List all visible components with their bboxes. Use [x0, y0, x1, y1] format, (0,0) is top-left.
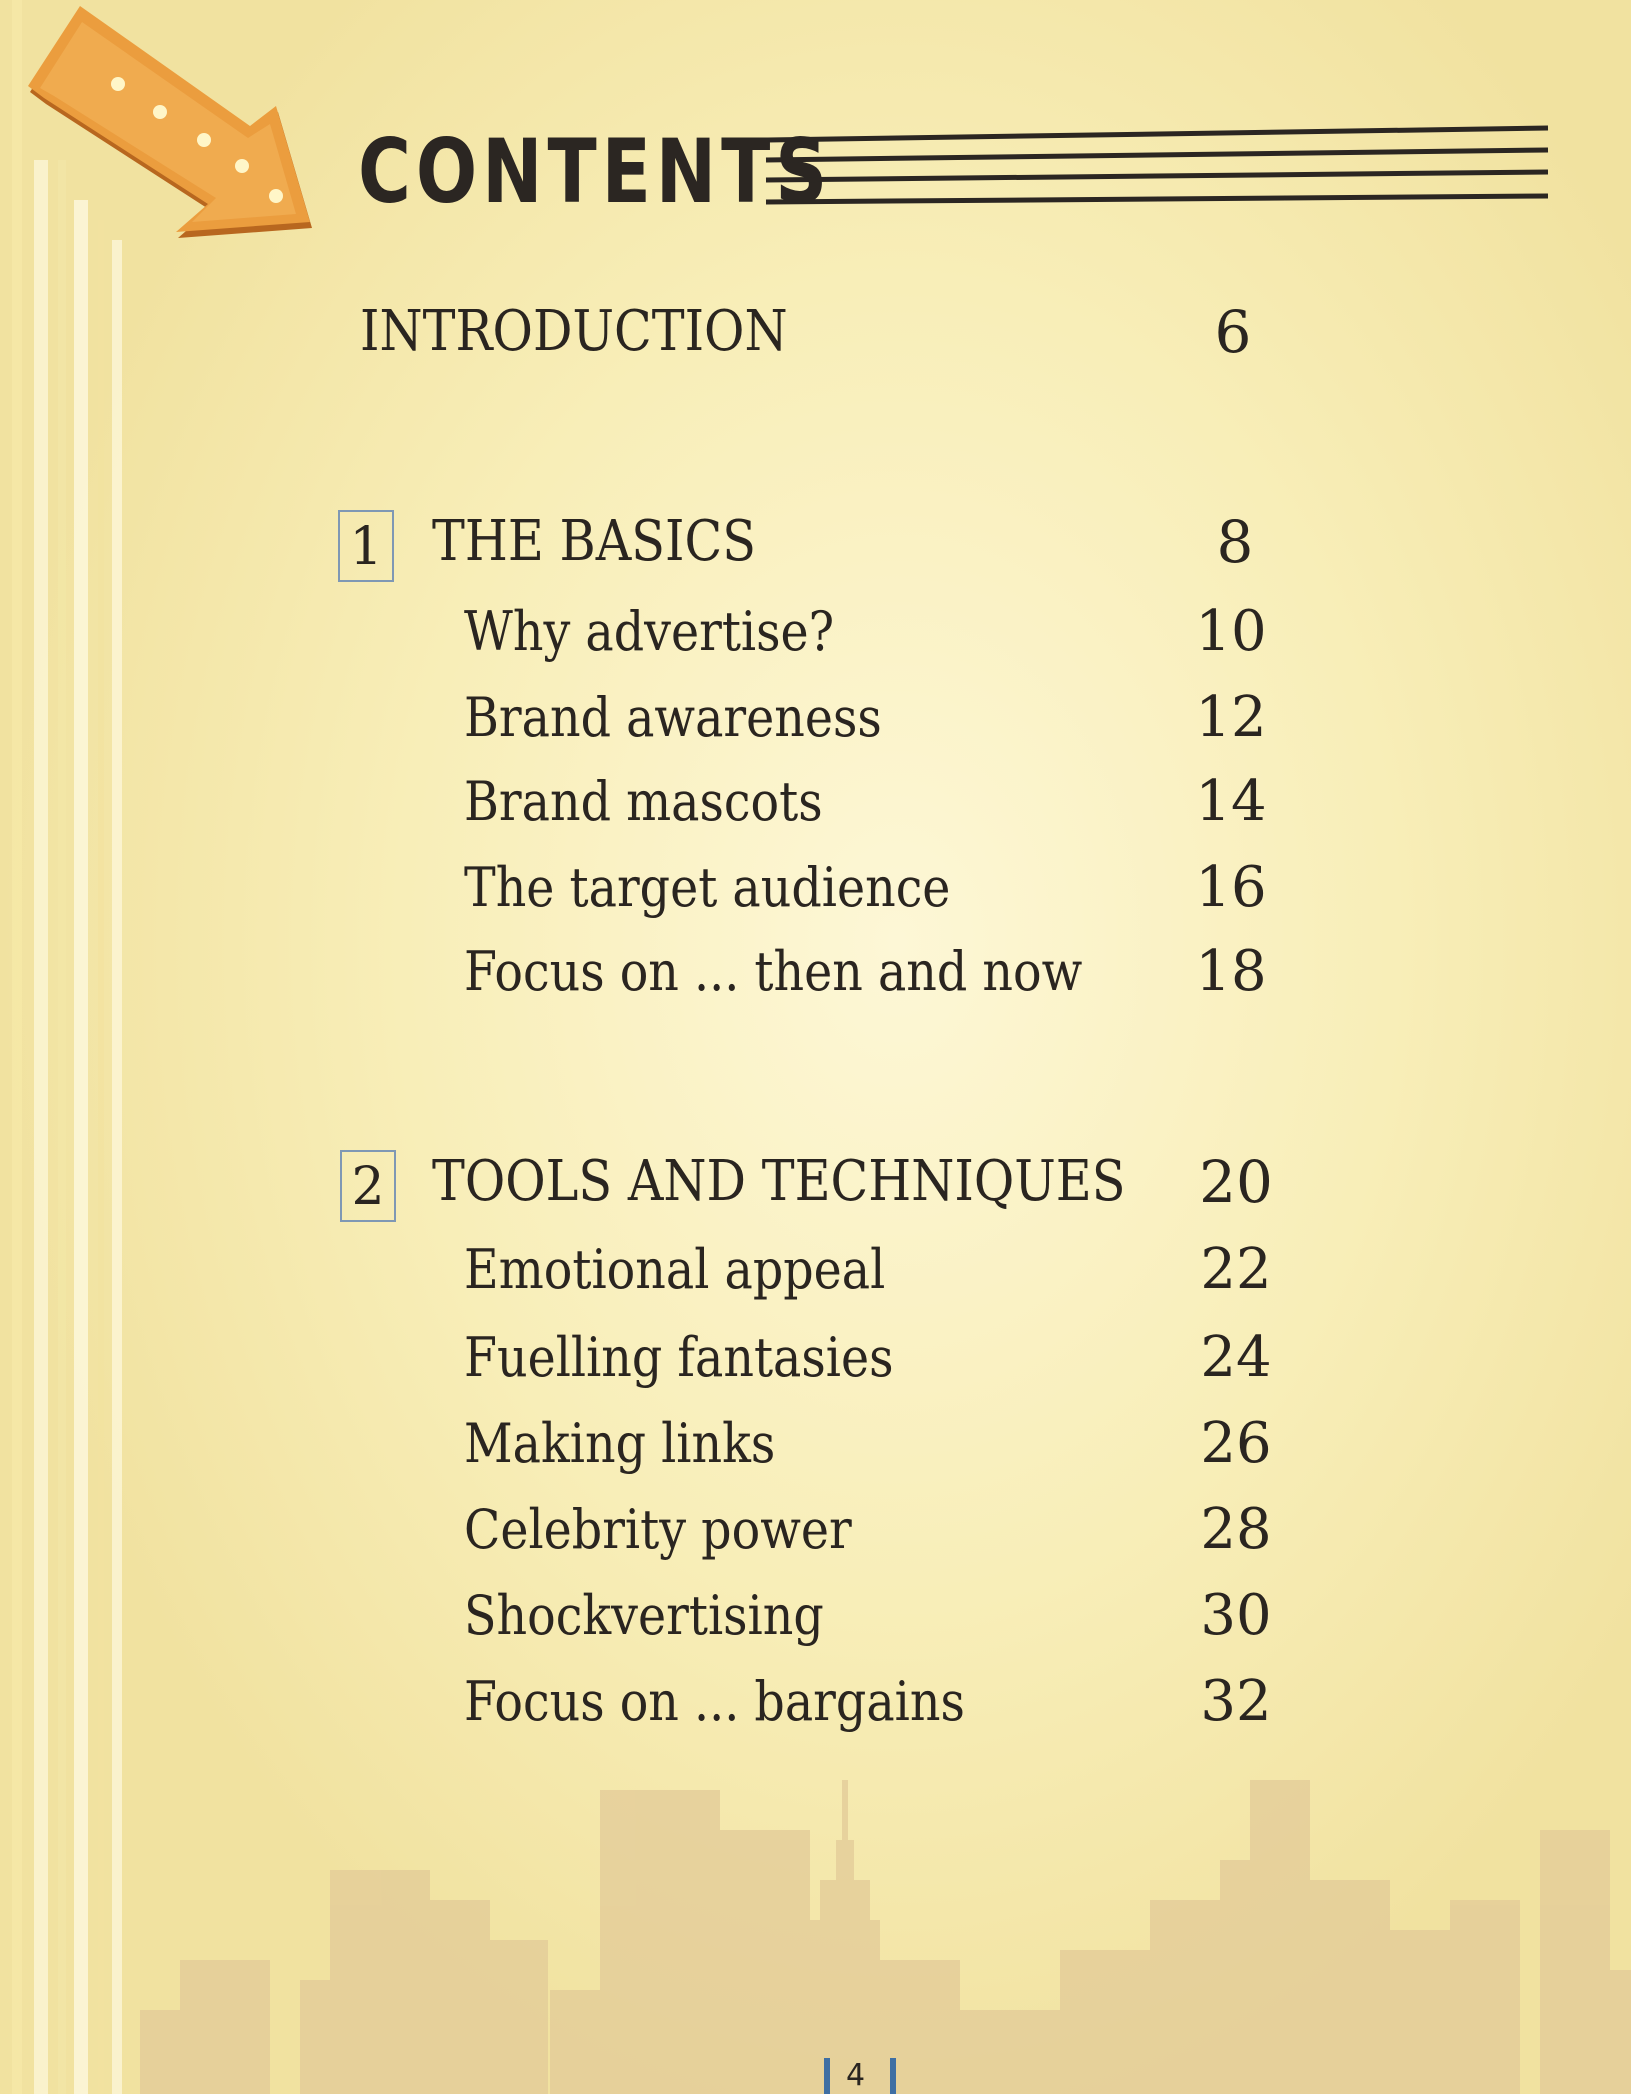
toc-item-page-number: 22 [1200, 1237, 1272, 1302]
toc-item-page-number: 14 [1195, 769, 1267, 834]
toc-item-page-number: 16 [1195, 855, 1267, 920]
toc-item-page-number: 24 [1200, 1325, 1272, 1390]
toc-item-label: Celebrity power [464, 1498, 852, 1561]
toc-item-page-number: 10 [1195, 599, 1267, 664]
toc-item-label: Making links [464, 1412, 776, 1475]
toc-item-label: Focus on ... then and now [464, 940, 1083, 1003]
page-title: CONTENTS [358, 120, 833, 223]
chapter-title: THE BASICS [432, 509, 756, 574]
chapter-page-number: 20 [1199, 1148, 1273, 1216]
folio-bar-right [890, 2058, 896, 2094]
toc-item-label: Focus on ... bargains [464, 1670, 965, 1733]
toc-item-label: Fuelling fantasies [464, 1326, 894, 1389]
chapter-page-number: 8 [1216, 508, 1254, 576]
toc-item-page-number: 12 [1195, 685, 1267, 750]
toc-item-label: Shockvertising [464, 1584, 824, 1647]
toc-item-label: Brand mascots [464, 770, 823, 833]
toc-item-page-number: 32 [1200, 1669, 1272, 1734]
chapter-title: TOOLS AND TECHNIQUES [432, 1149, 1126, 1214]
toc-item-label: The target audience [464, 856, 951, 919]
toc-item-label: Emotional appeal [464, 1238, 886, 1301]
page-number: 4 [846, 2058, 866, 2093]
folio-bar-left [824, 2058, 830, 2094]
toc-item-page-number: 26 [1200, 1411, 1272, 1476]
toc-item-page-number: 18 [1195, 939, 1267, 1004]
toc-item-page-number: 30 [1200, 1583, 1272, 1648]
introduction-label: INTRODUCTION [360, 299, 788, 364]
toc-item-page-number: 28 [1200, 1497, 1272, 1562]
toc-item-label: Brand awareness [464, 686, 882, 749]
toc-item-label: Why advertise? [464, 600, 835, 663]
introduction-page-number: 6 [1214, 298, 1252, 366]
chapter-number-box: 2 [340, 1150, 396, 1222]
chapter-number-box: 1 [338, 510, 394, 582]
